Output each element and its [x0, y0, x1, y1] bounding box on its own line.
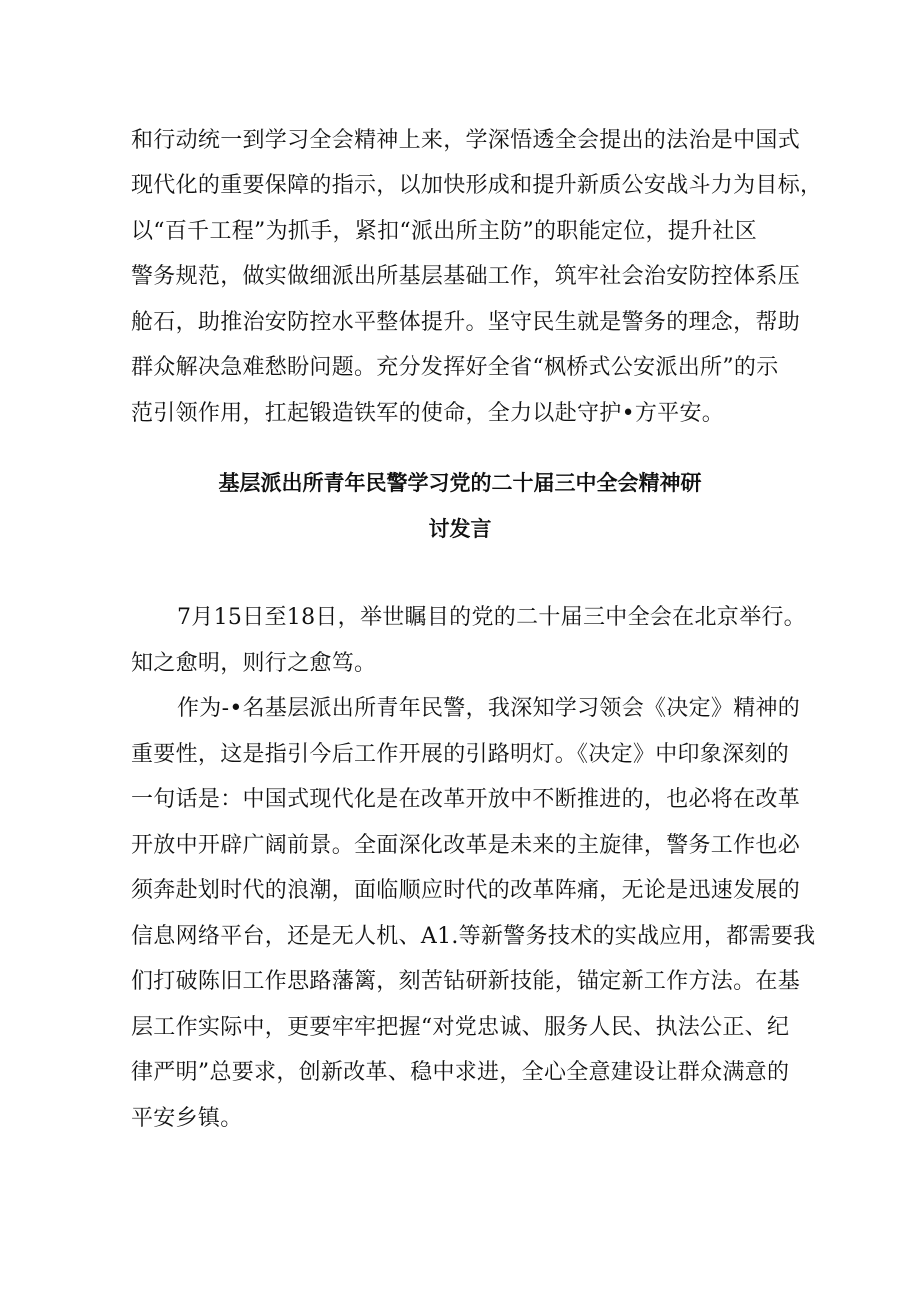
paragraph-line: 知之愈明，则行之愈笃。 — [131, 651, 377, 676]
paragraph-line: 平安乡镇。 — [131, 1106, 243, 1131]
paragraph-line: 群众解决急难愁盼问题。充分发挥好全省“枫桥式公安派出所”的示 — [131, 355, 779, 380]
page-title: 基层派出所青年民警学习党的二十届三中全会精神研 — [218, 471, 702, 495]
paragraph-line: 信息网络平台，还是无人机、A1.等新警务技术的实战应用，都需要我 — [131, 924, 816, 949]
paragraph-line: 律严明”总要求，创新改革、稳中求进，全心全意建设让群众满意的 — [131, 1060, 790, 1085]
paragraph-line: 一句话是：中国式现代化是在改革开放中不断推进的，也必将在改革 — [131, 787, 801, 812]
page-title-continuation: 讨发言 — [428, 517, 492, 541]
paragraph-line: 层工作实际中，更要牢牢把握“对党忠诚、服务人民、执法公正、纪 — [131, 1015, 790, 1040]
paragraph-line: 和行动统一到学习全会精神上来，学深悟透全会提出的法治是中国式 — [131, 128, 801, 153]
paragraph-line: 们打破陈旧工作思路藩篱，刻苦钻研新技能，锚定新工作方法。在基 — [131, 969, 801, 994]
paragraph-line: 舱石，助推治安防控水平整体提升。坚守民生就是警务的理念，帮助 — [131, 310, 801, 335]
paragraph-line: 警务规范，做实做细派出所基层基础工作，筑牢社会治安防控体系压 — [131, 264, 801, 289]
paragraph-line: 以“百千工程”为抓手，紧扣“派出所主防”的职能定位，提升社区 — [131, 219, 757, 244]
paragraph-line: 7月15日至18日，举世瞩目的党的二十届三中全会在北京举行。 — [177, 605, 806, 630]
paragraph-line: 现代化的重要保障的指示，以加快形成和提升新质公安战斗力为目标， — [131, 173, 823, 198]
paragraph-line: 作为-•名基层派出所青年民警，我深知学习领会《决定》精神的 — [177, 696, 801, 721]
paragraph-line: 开放中开辟广阔前景。全面深化改革是未来的主旋律，警务工作也必 — [131, 833, 801, 858]
paragraph-line: 须奔赴划时代的浪潮，面临顺应时代的改革阵痛，无论是迅速发展的 — [131, 878, 801, 903]
paragraph-line: 重要性，这是指引今后工作开展的引路明灯。《决定》中印象深刻的 — [131, 742, 790, 767]
paragraph-line: 范引领作用，扛起锻造铁军的使命，全力以赴守护•方平安。 — [131, 401, 725, 426]
